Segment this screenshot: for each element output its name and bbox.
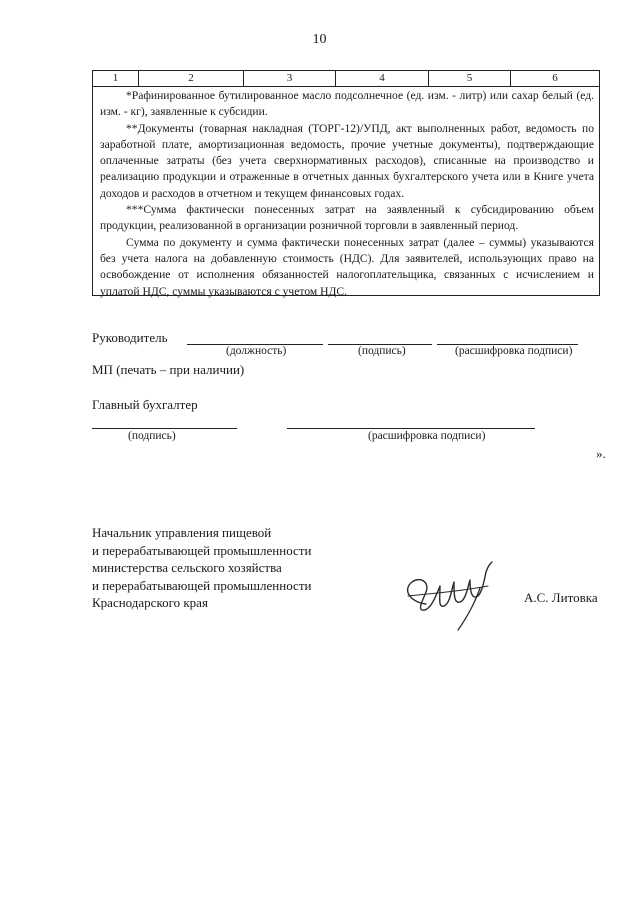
column-header-2: 2 <box>139 71 244 86</box>
accountant-decoding-caption: (расшифровка подписи) <box>368 430 486 442</box>
page-number: 10 <box>312 32 327 47</box>
note-vat: Сумма по документу и сумма фактически понесенных затрат (далее – суммы) указываются без учета налога на добавленную стоимость (НДС). Для заявителей, использующих право на освобождение от исполнения обязанностей налогоплательщика, связанных с исчислением и уплатой НДС, суммы указываются с учетом НДС. <box>100 235 594 298</box>
note-costs-sum: ***Сумма фактически понесенных затрат на заявленный к субсидированию объем продукции, реализованной в организации розничной торговли в заявленный период. <box>100 203 594 233</box>
accountant-signature-caption: (подпись) <box>128 430 176 442</box>
notes-table <box>92 70 600 296</box>
signatory-title-line: и перерабатывающей промышленности <box>92 577 312 593</box>
note-documents: **Документы (товарная накладная (ТОРГ-12)/УПД, акт выполненных работ, ведомость по заработной плате, амортизационная ведомость, прочие учетные документы), подтверждающие оплаченные затраты (без учета сверхнормативных расходов), списанные на производство и реализацию продукции и отраженные в отчетных данных бухгалтерского учета или в Книге учета доходов и расходов в отчетном и текущем финансовых годах. <box>100 121 594 200</box>
column-header-6: 6 <box>552 72 558 84</box>
position-caption: (должность) <box>226 345 287 357</box>
head-signature-caption: (подпись) <box>358 345 406 357</box>
accountant-decoding-line <box>287 428 535 429</box>
column-header-4: 4 <box>336 71 429 86</box>
signatory-title-line: Начальник управления пищевой <box>92 525 272 540</box>
signatory-title-line: Краснодарского края <box>92 595 208 610</box>
signatory-title <box>92 524 311 612</box>
head-label: Руководитель <box>92 330 168 345</box>
column-header-5: 5 <box>429 71 511 86</box>
table-notes <box>93 87 599 300</box>
signatory-name: А.С. Литовка <box>524 590 598 605</box>
signatory-title-line: министерства сельского хозяйства <box>92 560 282 575</box>
note-oil-sugar: *Рафинированное бутилированное масло подсолнечное (ед. изм. - литр) или сахар белый (ед. изм. - кг), заявленные к субсидии. <box>100 89 594 119</box>
seal-note: МП (печать – при наличии) <box>92 362 245 377</box>
accountant-signature-line <box>92 428 237 429</box>
signatory-title-line: и перерабатывающей промышленности <box>92 542 312 558</box>
table-header-row <box>93 71 599 87</box>
column-header-3: 3 <box>244 71 336 86</box>
chief-accountant-label: Главный бухгалтер <box>92 397 198 412</box>
closing-quote: ». <box>596 446 606 461</box>
handwritten-signature <box>396 556 496 634</box>
head-decoding-caption: (расшифровка подписи) <box>455 345 573 357</box>
column-header-1: 1 <box>93 71 139 86</box>
